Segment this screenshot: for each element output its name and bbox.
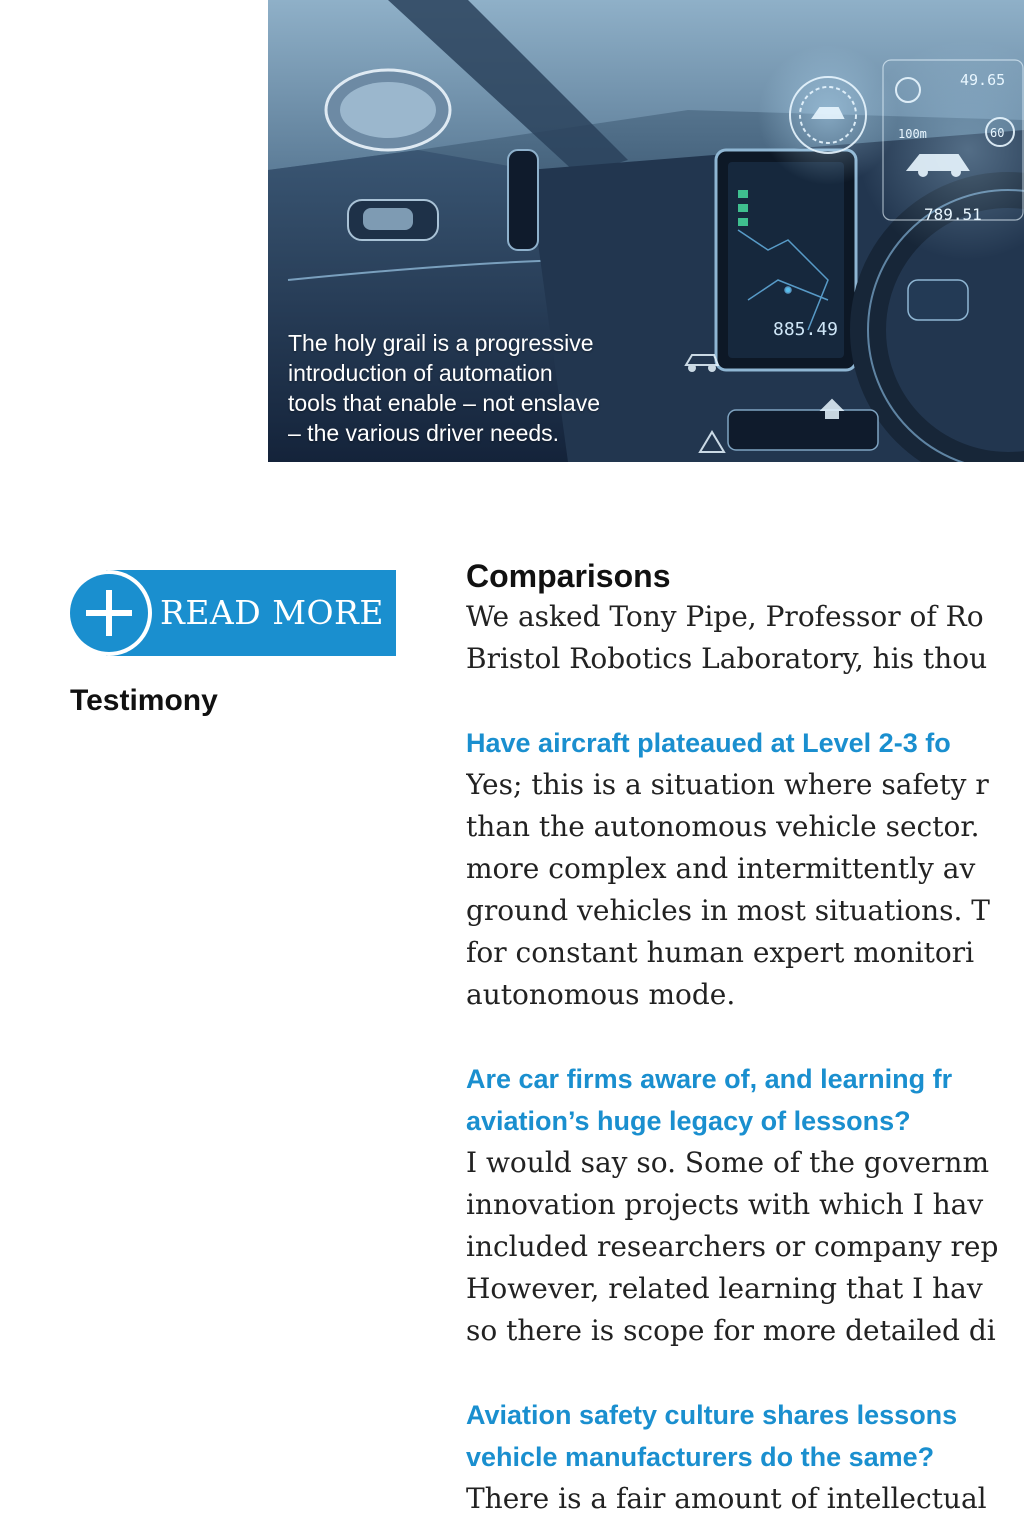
hero-caption-line: The holy grail is a progressive — [288, 330, 594, 356]
answer-line: for constant human expert monitori — [466, 936, 975, 969]
read-more-button[interactable] — [70, 570, 396, 656]
answer-line: included researchers or company rep — [466, 1230, 999, 1263]
article-body — [466, 556, 1024, 1520]
section-label: Testimony — [70, 684, 218, 717]
read-more-label[interactable]: READ MORE — [160, 593, 384, 632]
hero-caption — [288, 328, 688, 448]
plus-icon[interactable] — [70, 574, 148, 652]
answer-1 — [466, 764, 1024, 1016]
answer-line: ground vehicles in most situations. T — [466, 894, 990, 927]
hud-readout-speed: 60 — [990, 126, 1005, 140]
hero-caption-line: tools that enable – not enslave — [288, 390, 601, 416]
question-line: Are car firms aware of, and learning fr — [466, 1064, 953, 1094]
article-heading: Comparisons — [466, 558, 671, 594]
answer-line: than the autonomous vehicle sector. — [466, 810, 980, 843]
hud-readout-middle: 789.51 — [924, 205, 982, 224]
answer-line: autonomous mode. — [466, 978, 736, 1011]
hero-image — [268, 0, 1024, 462]
hud-readout-top: 49.65 — [960, 71, 1006, 89]
question-line: Aviation safety culture shares lessons — [466, 1400, 958, 1430]
answer-line: I would say so. Some of the governm — [466, 1146, 989, 1179]
answer-2 — [466, 1142, 1024, 1352]
hero-caption-line: introduction of automation — [288, 360, 553, 386]
answer-3 — [466, 1478, 1024, 1520]
question-line: vehicle manufacturers do the same? — [466, 1442, 935, 1472]
answer-line: There is a fair amount of intellectual — [466, 1482, 987, 1515]
answer-line: However, related learning that I hav — [466, 1272, 983, 1305]
hud-readout-distance: 100m — [898, 127, 927, 141]
question-line: Have aircraft plateaued at Level 2-3 fo — [466, 728, 951, 758]
intro-line: We asked Tony Pipe, Professor of Ro — [466, 600, 984, 633]
hero-caption-line: – the various driver needs. — [288, 420, 560, 446]
answer-line: so there is scope for more detailed di — [466, 1314, 996, 1347]
question-line: aviation’s huge legacy of lessons? — [466, 1106, 911, 1136]
article-intro — [466, 596, 1024, 680]
question-1 — [466, 722, 1024, 764]
answer-line: more complex and intermittently av — [466, 852, 976, 885]
intro-line: Bristol Robotics Laboratory, his thou — [466, 642, 988, 675]
question-3 — [466, 1394, 1024, 1478]
question-2 — [466, 1058, 1024, 1142]
answer-line: innovation projects with which I hav — [466, 1188, 984, 1221]
answer-line: Yes; this is a situation where safety r — [466, 768, 989, 801]
hud-readout-screen: 885.49 — [773, 319, 839, 340]
